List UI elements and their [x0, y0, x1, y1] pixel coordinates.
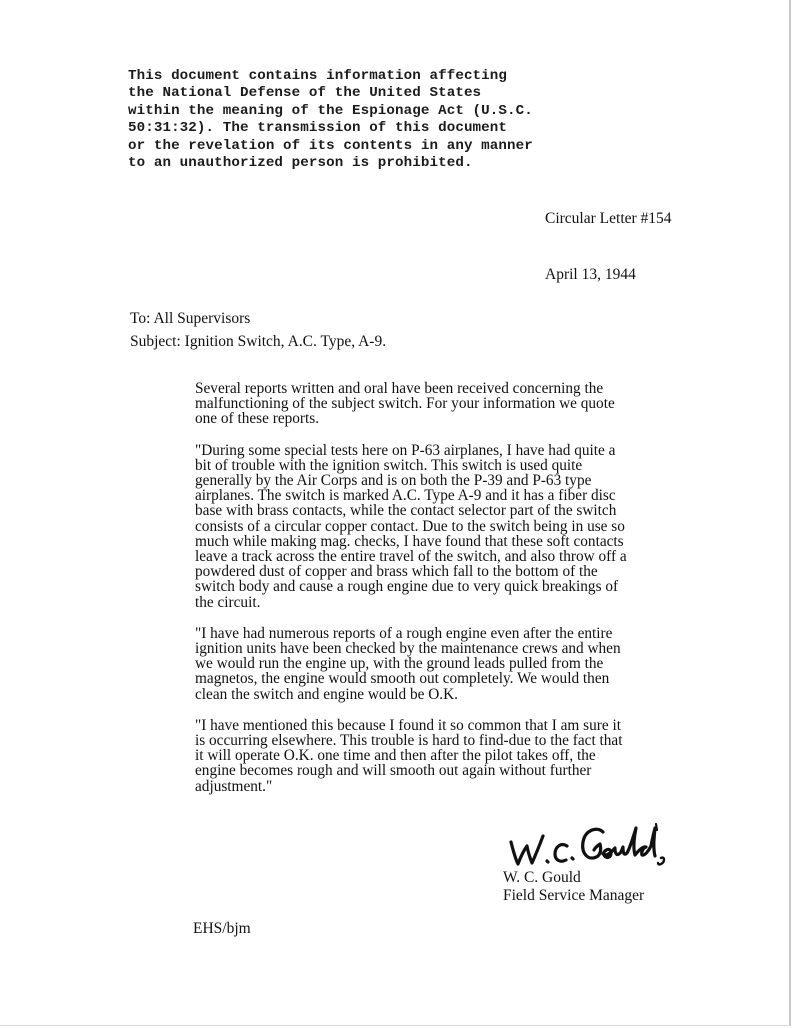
- body-line: is occurring elsewhere. This trouble is hard to find-due to the fact that: [195, 732, 623, 750]
- handwritten-signature: [505, 820, 675, 872]
- notice-line: or the revelation of its contents in any manner: [128, 137, 533, 154]
- body-line: airplanes. The switch is marked A.C. Type A-9 and it has a fiber disc: [195, 487, 616, 505]
- body-line: switch body and cause a rough engine due to very quick breakings of: [195, 578, 619, 596]
- recipient-line: To: All Supervisors: [130, 310, 251, 327]
- signatory-title: Field Service Manager: [503, 887, 645, 904]
- body-line: generally by the Air Corps and is on both the P-39 and P-63 type: [195, 472, 592, 490]
- body-line: powdered dust of copper and brass which fall to the bottom of the: [195, 563, 598, 581]
- body-paragraph: [195, 718, 645, 794]
- circular-letter-number: Circular Letter #154: [545, 210, 672, 227]
- letter-body: [195, 381, 645, 810]
- notice-line: This document contains information affecting: [128, 68, 508, 84]
- body-line: magnetos, the engine would smooth out completely. We would then: [195, 670, 610, 688]
- body-paragraph: [195, 443, 645, 610]
- body-line: malfunctioning of the subject switch. For your information we quote: [195, 395, 615, 413]
- body-line: "I have mentioned this because I found it so common that I am sure it: [195, 716, 621, 734]
- signatory-name: W. C. Gould: [503, 869, 581, 886]
- body-line: bit of trouble with the ignition switch. This switch is used quite: [195, 456, 583, 474]
- body-line: ignition units have been checked by the maintenance crews and when: [195, 640, 621, 658]
- notice-line: the National Defense of the United States: [128, 85, 482, 102]
- letter-date: April 13, 1944: [545, 266, 636, 283]
- body-line: the circuit.: [195, 593, 261, 611]
- body-line: engine becomes rough and will smooth out again without further: [195, 762, 592, 780]
- reference-initials: EHS/bjm: [193, 920, 251, 937]
- body-line: "During some special tests here on P-63 airplanes, I have had quite a: [195, 441, 616, 459]
- body-line: leave a track across the entire travel of the switch, and also throw off a: [195, 548, 627, 566]
- body-line: we would run the engine up, with the ground leads pulled from the: [195, 655, 604, 673]
- notice-line: to an unauthorized person is prohibited.: [128, 155, 473, 172]
- body-line: "I have had numerous reports of a rough engine even after the entire: [195, 624, 613, 642]
- body-line: it will operate O.K. one time and then after the pilot takes off, the: [195, 747, 596, 765]
- body-paragraph: [195, 626, 645, 702]
- body-line: much while making mag. checks, I have found that these soft contacts: [195, 532, 624, 550]
- subject-line: Subject: Ignition Switch, A.C. Type, A-9.: [130, 333, 387, 350]
- body-line: adjustment.": [195, 777, 273, 795]
- body-line: consists of a circular copper contact. Due to the switch being in use so: [195, 517, 625, 535]
- body-paragraph: [195, 381, 645, 427]
- body-line: base with brass contacts, while the contact selector part of the switch: [195, 502, 617, 520]
- security-notice: [128, 68, 598, 172]
- body-line: one of these reports.: [195, 410, 320, 428]
- body-line: clean the switch and engine would be O.K.: [195, 685, 458, 703]
- notice-line: within the meaning of the Espionage Act (U.S.C.: [128, 102, 533, 119]
- notice-line: 50:31:32). The transmission of this document: [128, 120, 508, 137]
- body-line: Several reports written and oral have been received concerning the: [195, 380, 604, 397]
